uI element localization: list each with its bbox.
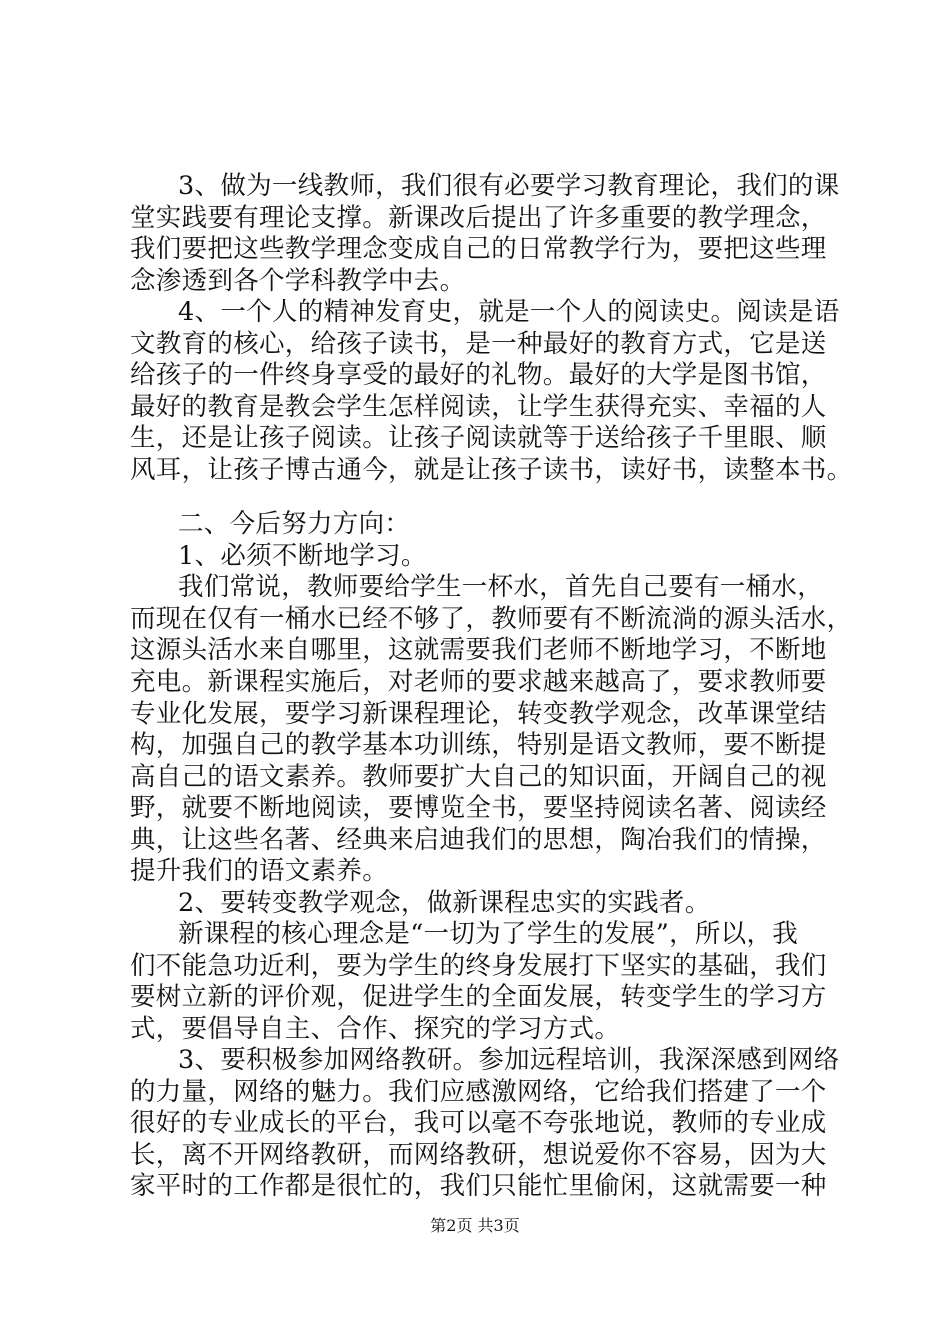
- paragraph-line: 长，离不开网络教研，而网络教研，想说爱你不容易，因为大: [130, 1139, 827, 1170]
- paragraph-line: 家平时的工作都是很忙的，我们只能忙里偷闲，这就需要一种: [130, 1171, 827, 1202]
- paragraph-line: 式，要倡导自主、合作、探究的学习方式。: [130, 1013, 621, 1044]
- paragraph-line: 典，让这些名著、经典来启迪我们的思想，陶冶我们的情操，: [130, 824, 827, 855]
- paragraph-line: 的力量，网络的魅力。我们应感激网络，它给我们搭建了一个: [130, 1076, 827, 1107]
- page-number-footer: 第2页 共3页: [430, 1216, 520, 1235]
- paragraph-line: 风耳，让孩子博古通今，就是让孩子读书，读好书，读整本书。: [130, 454, 853, 485]
- paragraph-line: 构，加强自己的教学基本功训练，特别是语文教师，要不断提: [130, 730, 827, 761]
- paragraph-line: 们不能急功近利，要为学生的终身发展打下坚实的基础，我们: [130, 950, 827, 981]
- subsection-heading: 3、要积极参加网络教研。参加远程培训，我深深感到网络: [178, 1045, 840, 1076]
- paragraph-line: 很好的专业成长的平台，我可以毫不夸张地说，教师的专业成: [130, 1108, 827, 1139]
- paragraph-line: 专业化发展，要学习新课程理论，转变教学观念，改革课堂结: [130, 698, 827, 729]
- paragraph-line: 我们常说，教师要给学生一杯水，首先自己要有一桶水，: [178, 572, 824, 603]
- paragraph-line: 堂实践要有理论支撑。新课改后提出了许多重要的教学理念，: [130, 202, 827, 233]
- paragraph-line: 最好的教育是教会学生怎样阅读，让学生获得充实、幸福的人: [130, 391, 827, 422]
- paragraph-line: 文教育的核心，给孩子读书，是一种最好的教育方式，它是送: [130, 328, 827, 359]
- subsection-heading: 2、要转变教学观念，做新课程忠实的实践者。: [178, 887, 711, 918]
- paragraph-line: 高自己的语文素养。教师要扩大自己的知识面，开阔自己的视: [130, 761, 827, 792]
- paragraph-line: 要树立新的评价观，促进学生的全面发展，转变学生的学习方: [130, 982, 827, 1013]
- paragraph-line: 我们要把这些教学理念变成自己的日常教学行为，要把这些理: [130, 234, 827, 265]
- paragraph-line: 充电。新课程实施后，对老师的要求越来越高了，要求教师要: [130, 666, 827, 697]
- paragraph-line: 新课程的核心理念是“一切为了学生的发展”，所以，我: [178, 919, 799, 950]
- paragraph-line: 生，还是让孩子阅读。让孩子阅读就等于送给孩子千里眼、顺: [130, 423, 827, 454]
- paragraph-line: 给孩子的一件终身享受的最好的礼物。最好的大学是图书馆，: [130, 360, 827, 391]
- paragraph-line: 3、做为一线教师，我们很有必要学习教育理论，我们的课: [178, 171, 840, 201]
- subsection-heading: 1、必须不断地学习。: [178, 540, 427, 571]
- paragraph-line: 这源头活水来自哪里，这就需要我们老师不断地学习，不断地: [130, 635, 827, 666]
- section-heading: 二、今后努力方向：: [178, 509, 411, 540]
- paragraph-line: 念渗透到各个学科教学中去。: [130, 265, 466, 296]
- paragraph-line: 提升我们的语文素养。: [130, 856, 389, 887]
- paragraph-line: 而现在仅有一桶水已经不够了，教师要有不断流淌的源头活水，: [130, 603, 853, 634]
- paragraph-line: 4、一个人的精神发育史，就是一个人的阅读史。阅读是语: [178, 297, 840, 328]
- paragraph-line: 野，就要不断地阅读，要博览全书，要坚持阅读名著、阅读经: [130, 793, 827, 824]
